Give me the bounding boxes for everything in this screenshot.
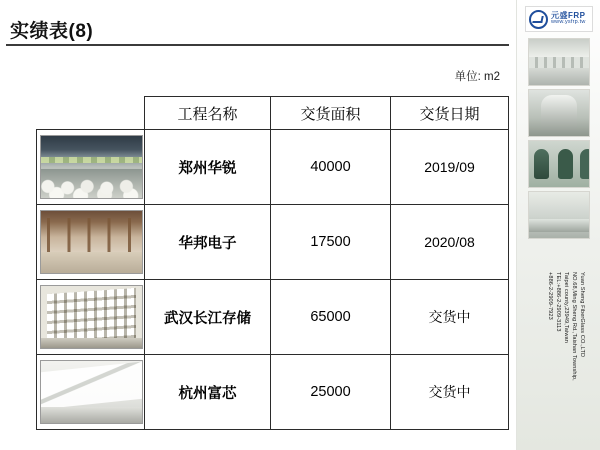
project-date: 交货中 [391, 280, 509, 355]
project-thumbnail-cell [37, 130, 145, 205]
performance-table-wrapper [36, 96, 508, 430]
project-name: 武汉长江存储 [145, 280, 271, 355]
white-grating-photo [40, 285, 143, 349]
project-area: 17500 [271, 205, 391, 280]
table-header-cell-date: 交货日期 [391, 97, 509, 130]
table-body [37, 130, 509, 430]
project-area: 65000 [271, 280, 391, 355]
project-thumbnail-cell [37, 205, 145, 280]
project-name: 郑州华锐 [145, 130, 271, 205]
unit-label: 单位: m2 [454, 71, 500, 83]
address-line: Taipei county,23949,Taiwan [563, 272, 569, 343]
white-ceiling-photo [40, 360, 143, 424]
table-header [37, 97, 509, 130]
company-logo [525, 6, 593, 32]
factory-hall-photo [40, 135, 143, 199]
address-line: +886-2-2909-7923 [547, 272, 553, 320]
table-row [37, 280, 509, 355]
logo-text [551, 12, 586, 26]
project-thumbnail-cell [37, 280, 145, 355]
sidebar-photo-strip [528, 38, 590, 242]
address-line: TEL:+886-2-2909-3113 [555, 272, 561, 332]
project-name: 杭州富芯 [145, 355, 271, 430]
interior-columns-photo [40, 210, 143, 274]
performance-table [36, 96, 509, 430]
sidebar-photo-1 [528, 38, 590, 86]
sidebar [516, 0, 600, 450]
table-header-cell-area: 交货面积 [271, 97, 391, 130]
table-header-row [37, 97, 509, 130]
project-area: 40000 [271, 130, 391, 205]
company-address-block [523, 272, 595, 402]
page-title: 实绩表(8) [10, 21, 94, 42]
address-line: NO.68,Ming Sheng Rd.,Taishan Township, [571, 272, 577, 381]
project-name: 华邦电子 [145, 205, 271, 280]
ys-circle-logo-icon [529, 10, 548, 29]
table-row [37, 130, 509, 205]
project-thumbnail-cell [37, 355, 145, 430]
sidebar-photo-2 [528, 89, 590, 137]
table-header-cell-image [37, 97, 145, 130]
title-divider [6, 44, 509, 46]
table-header-cell-name: 工程名称 [145, 97, 271, 130]
project-date: 2020/08 [391, 205, 509, 280]
address-line: Yuan Sheng FiberGlass CO.,LTD [579, 272, 585, 358]
project-area: 25000 [271, 355, 391, 430]
table-row [37, 205, 509, 280]
table-row [37, 355, 509, 430]
sidebar-photo-3 [528, 140, 590, 188]
logo-company-name: 元盛FRP [551, 10, 586, 20]
project-date: 交货中 [391, 355, 509, 430]
project-date: 2019/09 [391, 130, 509, 205]
sidebar-photo-4 [528, 191, 590, 239]
logo-website: www.ysfrp.tw [551, 19, 586, 26]
